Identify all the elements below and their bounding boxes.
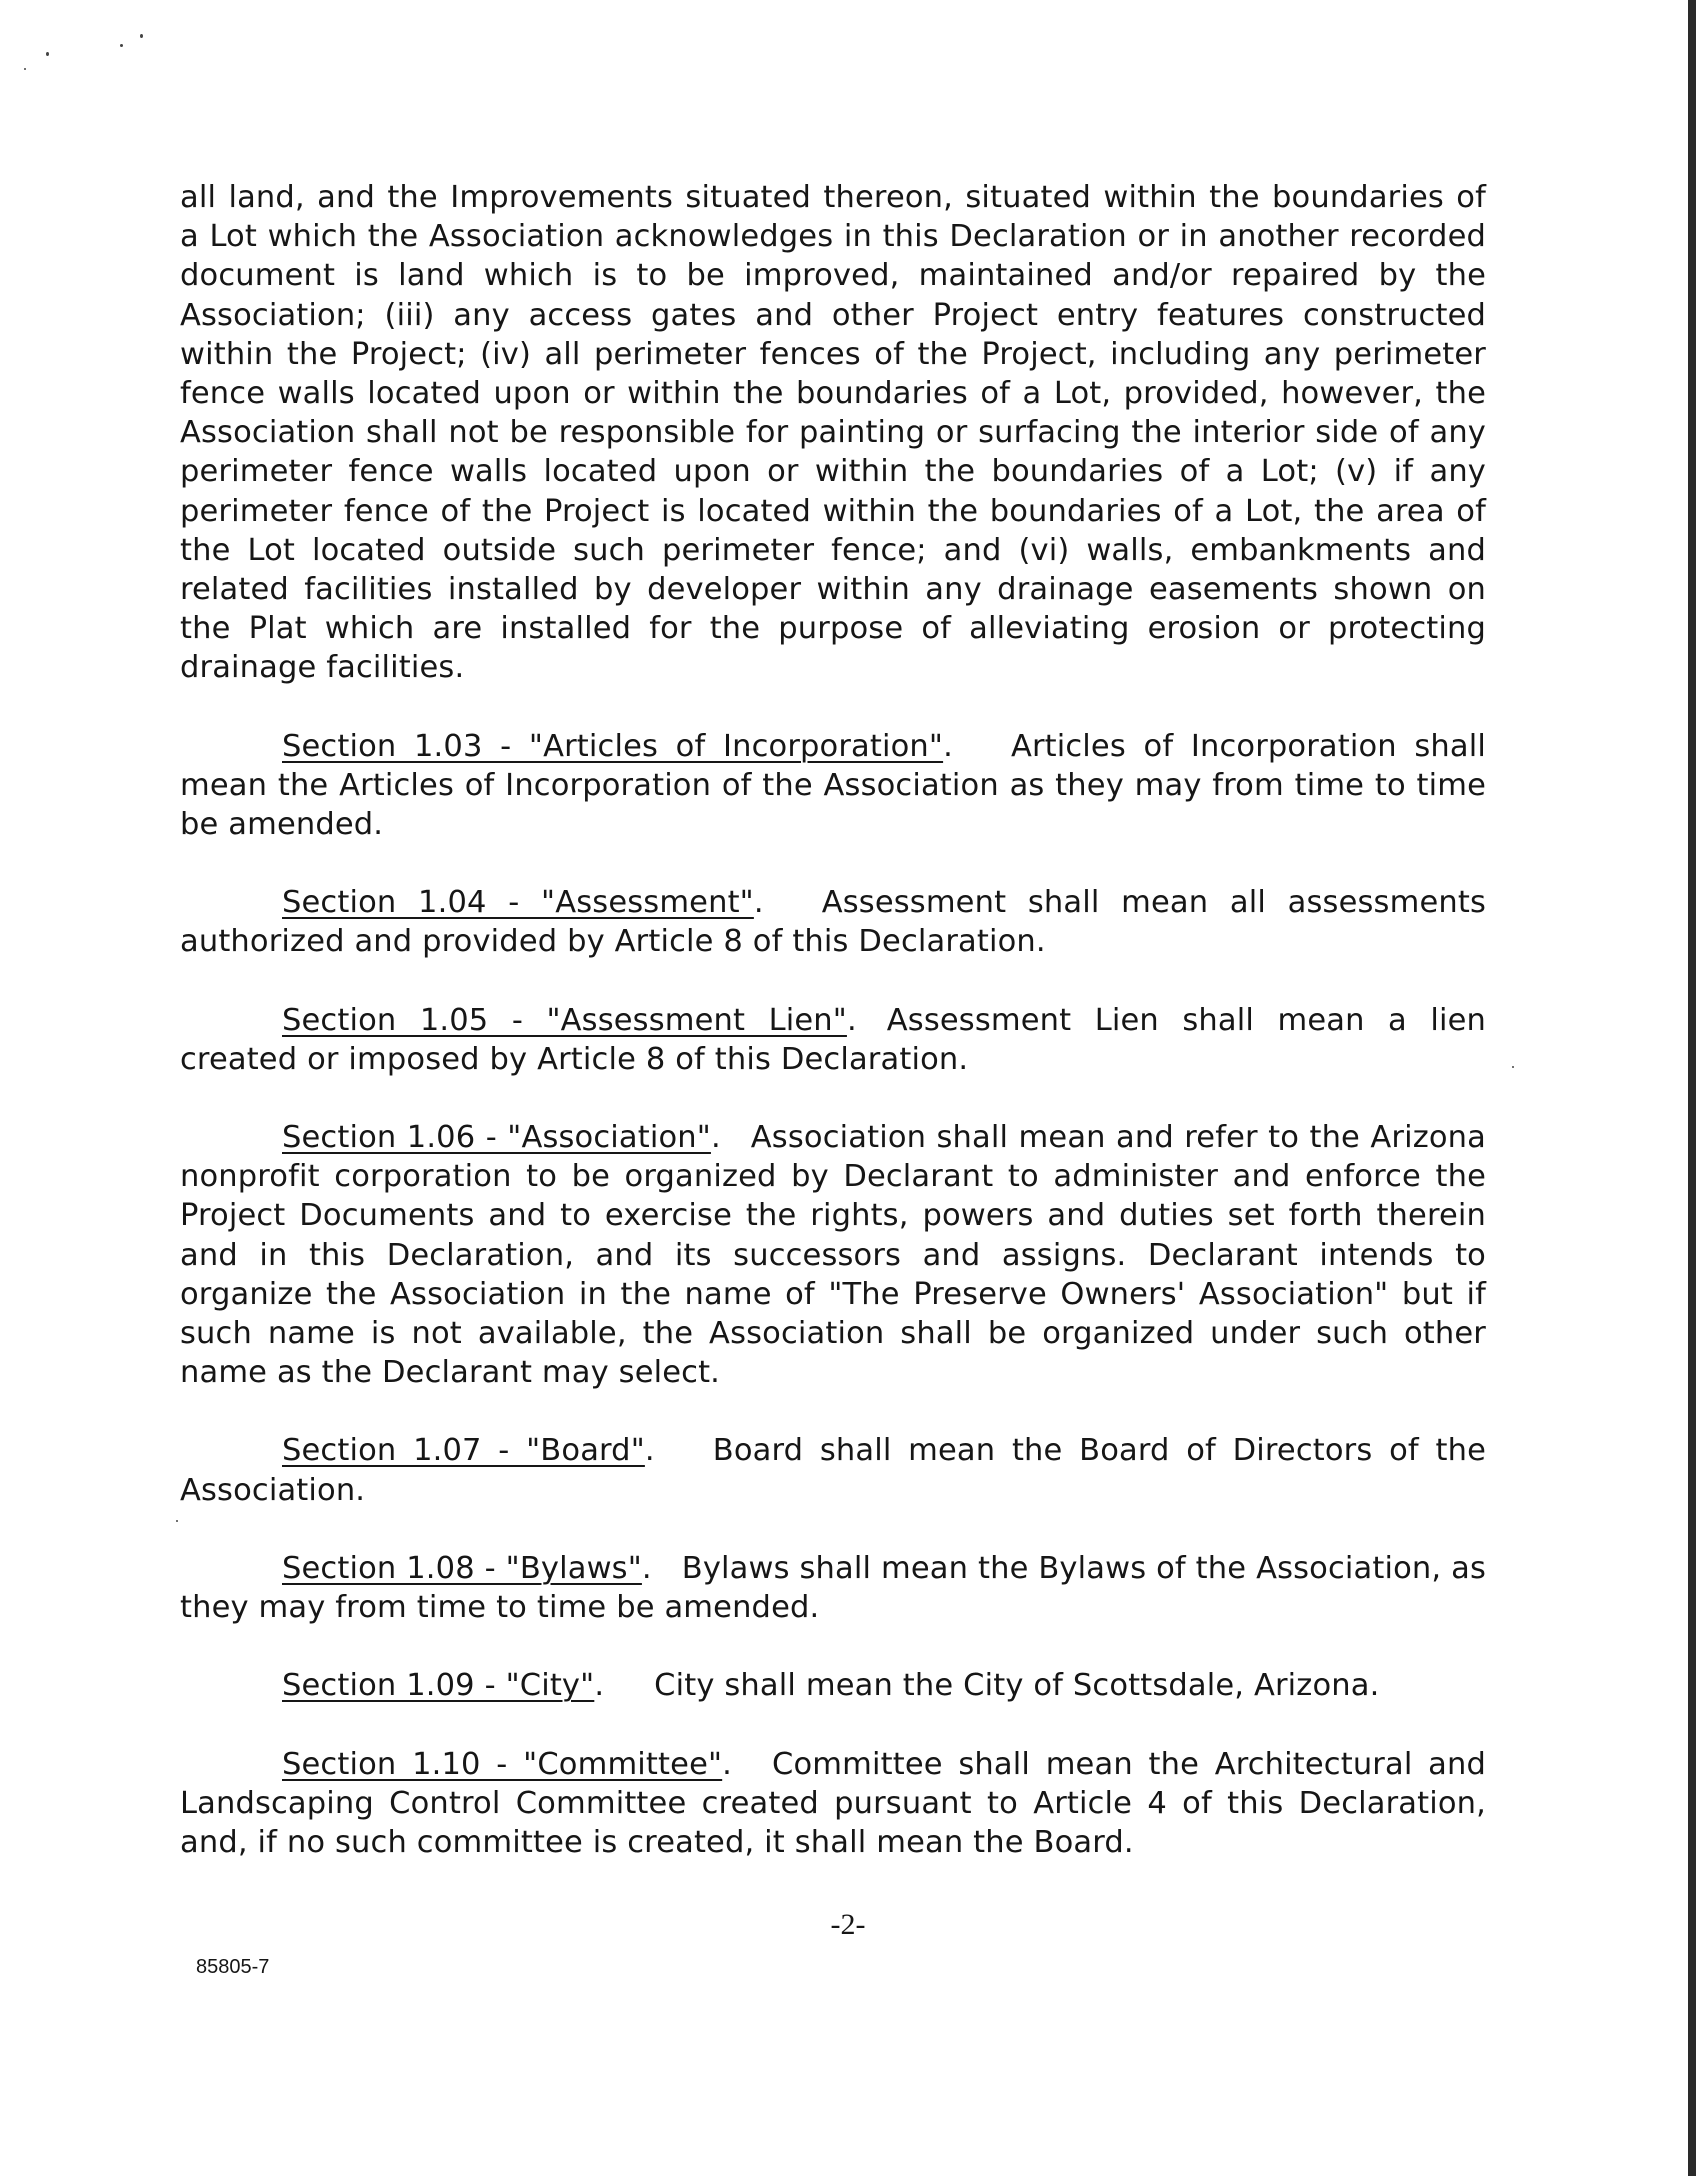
section-text: Articles of Incorporation shall mean the Articles of Incorporation of the Association as they may from time to time be amended. bbox=[180, 728, 1486, 843]
section-text: Assessment shall mean all assessments authorized and provided by Article 8 of this Declaration. bbox=[180, 885, 1486, 960]
section-text: Bylaws shall mean the Bylaws of the Association, as they may from time to time be amended. bbox=[180, 1550, 1486, 1626]
section-1-07: Section 1.07 - "Board". Board shall mean the Board of Directors of the Association. bbox=[180, 1433, 1486, 1508]
page-number: -2- bbox=[830, 1908, 866, 1941]
scan-speck bbox=[46, 52, 49, 56]
section-heading: Section 1.09 - "City" bbox=[282, 1668, 595, 1704]
scan-speck bbox=[24, 68, 26, 70]
section-heading: Section 1.05 - "Assessment Lien" bbox=[282, 1002, 847, 1038]
section-heading: Section 1.08 - "Bylaws" bbox=[282, 1550, 642, 1586]
section-heading: Section 1.10 - "Committee" bbox=[282, 1746, 723, 1782]
section-1-10: Section 1.10 - "Committee". Committee shall mean the Architectural and Landscaping Control Committee created pursuant to Article 4 of this Declaration, and, if no such committee is created, it shall mean the Board. bbox=[180, 1746, 1486, 1860]
scan-speck bbox=[120, 44, 123, 47]
section-1-06: Section 1.06 - "Association". Association shall mean and refer to the Arizona nonprofit corporation to be organized by Declarant to administer and enforce the Project Documents and to exercise the rights, powers and duties set forth therein and in this Declaration, and its successors and assigns. Declarant intends to organize the Association in the name of "The Preserve Owners' Association" but if such name is not available, the Association shall be organized under such other name as the Declarant may select. bbox=[180, 1120, 1486, 1391]
continuation-paragraph: all land, and the Improvements situated thereon, situated within the boundaries of a Lot which the Association acknowledges in this Declaration or in another recorded document is land which is to be improved, maintained and/or repaired by the Association; (iii) any access gates and other Project entry features constructed within the Project; (iv) all perimeter fences of the Project, including any perimeter fence walls located upon or within the boundaries of a Lot, provided, however, the Association shall not be responsible for painting or surfacing the interior side of any perimeter fence walls located upon or within the boundaries of a Lot; (v) if any perimeter fence of the Project is located within the boundaries of a Lot, the area of the Lot located outside such perimeter fence; and (vi) walls, embankments and related facilities installed by developer within any drainage easements shown on the Plat which are installed for the purpose of alleviating erosion or protecting drainage facilities. bbox=[180, 180, 1486, 686]
section-text: Board shall mean the Board of Directors of the Association. bbox=[180, 1433, 1486, 1508]
section-heading: Section 1.07 - "Board" bbox=[282, 1433, 645, 1469]
document-id: 85805-7 bbox=[196, 1956, 270, 1978]
section-1-09: Section 1.09 - "City". City shall mean the City of Scottsdale, Arizona. bbox=[282, 1668, 1380, 1704]
section-heading: Section 1.04 - "Assessment" bbox=[282, 885, 754, 921]
section-1-05: Section 1.05 - "Assessment Lien". Assessment Lien shall mean a lien created or imposed by Article 8 of this Declaration. bbox=[180, 1002, 1487, 1077]
scan-edge bbox=[1688, 0, 1696, 2176]
section-heading: Section 1.06 - "Association" bbox=[282, 1120, 711, 1156]
section-text: City shall mean the City of Scottsdale, Arizona. bbox=[654, 1668, 1380, 1704]
section-1-04: Section 1.04 - "Assessment". Assessment shall mean all assessments authorized and provided by Article 8 of this Declaration. bbox=[180, 885, 1486, 960]
section-text: Committee shall mean the Architectural and Landscaping Control Committee created pursuant to Article 4 of this Declaration, and, if no such committee is created, it shall mean the Board. bbox=[180, 1746, 1486, 1860]
section-heading: Section 1.03 - "Articles of Incorporation" bbox=[282, 728, 944, 764]
document-body bbox=[180, 178, 1486, 1901]
section-1-03: Section 1.03 - "Articles of Incorporation". Articles of Incorporation shall mean the Articles of Incorporation of the Association as they may from time to time be amended. bbox=[180, 728, 1486, 843]
section-1-08: Section 1.08 - "Bylaws". Bylaws shall mean the Bylaws of the Association, as they may from time to time be amended. bbox=[180, 1550, 1486, 1626]
scan-speck bbox=[140, 34, 143, 38]
scan-speck bbox=[1512, 1066, 1514, 1068]
scan-speck bbox=[176, 1520, 178, 1522]
section-text: Assessment Lien shall mean a lien created or imposed by Article 8 of this Declaration. bbox=[180, 1002, 1487, 1077]
section-text: Association shall mean and refer to the Arizona nonprofit corporation to be organized by Declarant to administer and enforce the Project Documents and to exercise the rights, powers and duties set forth therein and in this Declaration, and its successors and assigns. Declarant intends to organize the Association in the name of "The Preserve Owners' Association" but if such name is not available, the Association shall be organized under such other name as the Declarant may select. bbox=[180, 1120, 1486, 1391]
